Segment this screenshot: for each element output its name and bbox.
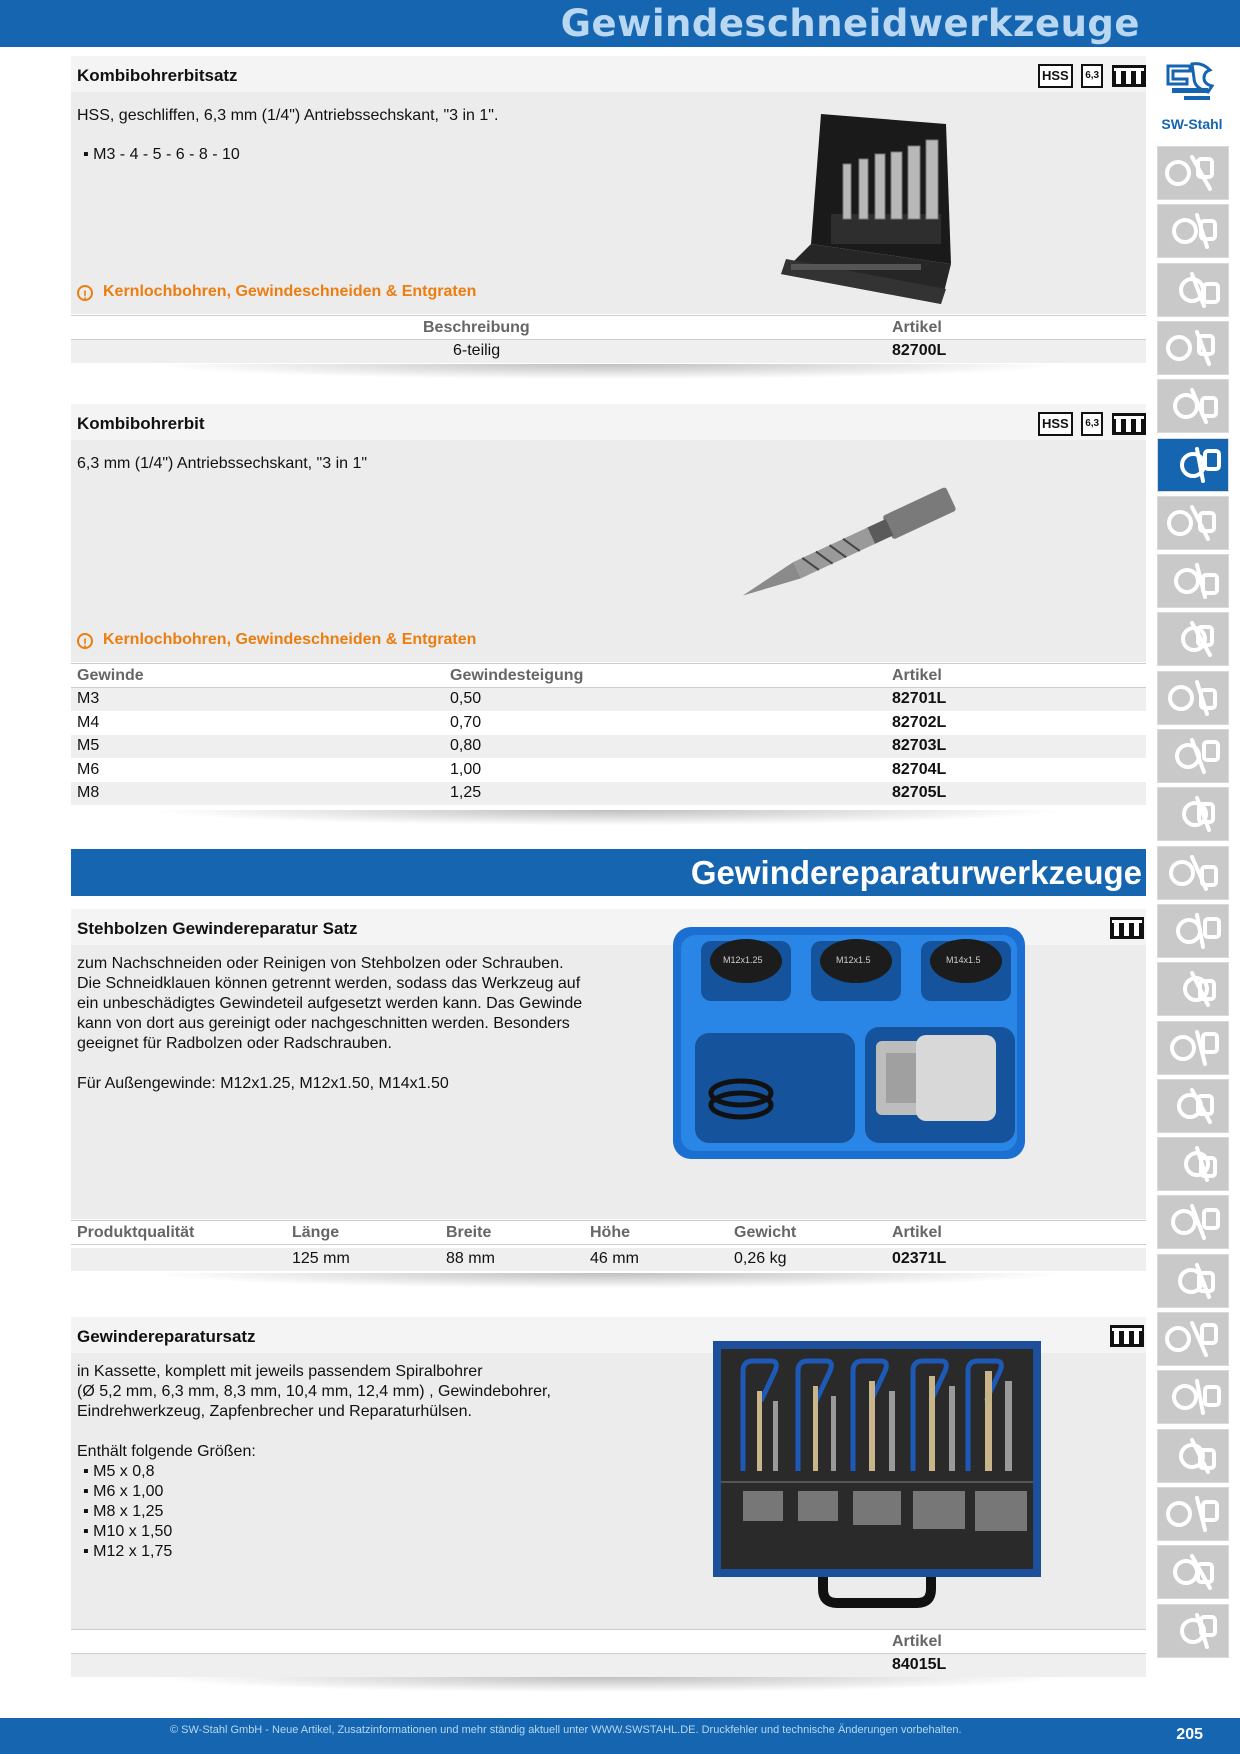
category-cordless-drill[interactable] [1157, 554, 1229, 608]
die-label: M14x1.5 [946, 955, 981, 965]
article-number: 02371L [892, 1250, 947, 1267]
product-section-kombibohrerbitsatz [71, 56, 1146, 314]
product-title: Kombibohrerbit [77, 414, 205, 433]
category-drill-bits[interactable] [1157, 438, 1229, 492]
table-cell: 6-teilig [453, 342, 501, 359]
table-header: Beschreibung [423, 319, 530, 336]
truck-icon [1158, 1546, 1228, 1598]
category-pliers[interactable] [1157, 379, 1229, 433]
category-engine[interactable] [1157, 729, 1229, 783]
category-gearbox[interactable] [1157, 787, 1229, 841]
special-tools-icon [1158, 1605, 1228, 1657]
product-title-bar [71, 404, 1146, 440]
table-cell: 0,50 [450, 690, 482, 707]
article-number: 82703L [892, 737, 947, 754]
table-row[interactable] [71, 1248, 1146, 1271]
logo-tools-icon [1164, 60, 1220, 104]
table-cell: 0,80 [450, 737, 482, 754]
category-brake-disc[interactable] [1157, 1079, 1229, 1133]
list-item: ▪ M12 x 1,75 [83, 1543, 173, 1560]
tool-set-icon [1112, 65, 1146, 87]
table-cell: 0,70 [450, 713, 482, 731]
sizes-title: Enthält folgende Größen: [77, 1443, 256, 1460]
table-header-row [71, 1629, 1146, 1654]
hex-drive-symbol: 6,3 [1081, 64, 1103, 88]
description-line: geeignet für Radbolzen oder Radschrauben. [77, 1035, 392, 1052]
axle-icon [1158, 963, 1228, 1015]
impact-wrench-icon [1158, 497, 1228, 549]
category-special-tools[interactable] [1157, 1604, 1229, 1658]
table-cell: 1,00 [450, 760, 482, 778]
table-header: Artikel [892, 667, 942, 684]
info-icon: ! [77, 285, 93, 301]
table-cell: M4 [77, 713, 100, 731]
table-header: Artikel [892, 1633, 942, 1650]
usage-note-text: Kernlochbohren, Gewindeschneiden & Entgraten [103, 631, 477, 648]
product-description [77, 1362, 551, 1562]
page-header [0, 0, 1240, 47]
category-jack[interactable] [1157, 1370, 1229, 1424]
table-cell: 0,26 kg [734, 1250, 787, 1267]
drill-bits-icon [1158, 439, 1228, 491]
article-number: 84015L [892, 1656, 947, 1673]
category-axle[interactable] [1157, 962, 1229, 1016]
sizes-list [77, 1462, 551, 1562]
description-line: zum Nachschneiden oder Reinigen von Stehbolzen oder Schrauben. [77, 955, 564, 972]
table-header: Artikel [892, 319, 942, 336]
product-description [77, 954, 582, 1094]
engine-icon [1158, 730, 1228, 782]
table-cell: M6 [77, 760, 100, 778]
table-row[interactable] [71, 1654, 1146, 1677]
stethoscope-icon [1158, 672, 1228, 724]
product-symbols [1034, 64, 1146, 88]
product-section-kombibohrerbit [71, 404, 1146, 662]
page-number: 205 [1176, 1726, 1203, 1743]
logo-text: SW-Stahl [1161, 116, 1223, 132]
section-banner [71, 849, 1146, 896]
category-torque[interactable] [1157, 612, 1229, 666]
table-row[interactable] [71, 712, 1146, 735]
brake-disc-icon [1158, 1080, 1228, 1132]
article-number: 82704L [892, 760, 947, 778]
product-image-bit-set[interactable] [751, 74, 981, 304]
table-cell: 46 mm [590, 1250, 639, 1267]
article-number: 82702L [892, 713, 947, 731]
table-header: Produktqualität [77, 1224, 195, 1241]
die-label: M12x1.25 [723, 955, 763, 965]
table-cell: 1,25 [450, 784, 482, 801]
product-title: Gewindereparatursatz [77, 1327, 256, 1346]
section-banner-title: Gewindereparaturwerkzeuge [690, 854, 1142, 891]
hss-symbol: HSS [1038, 412, 1073, 436]
article-number: 82705L [892, 784, 947, 801]
product-symbols [1106, 917, 1144, 939]
section-shadow [71, 364, 1146, 382]
product-image-stud-repair-set[interactable] [671, 923, 1031, 1163]
tool-set-icon [1110, 1325, 1144, 1347]
table-cell: 125 mm [292, 1250, 350, 1267]
table-row[interactable] [71, 782, 1146, 805]
product-section-stehbolzen [71, 909, 1146, 1219]
category-motorcycle[interactable] [1157, 1487, 1229, 1541]
table-row[interactable] [71, 735, 1146, 758]
description-line: ein unbeschädigtes Gewindeteil aufgesetzt werden kann. Das Gewinde [77, 995, 583, 1012]
category-wrench[interactable] [1157, 146, 1229, 200]
car-body-icon [1158, 1138, 1228, 1190]
article-number: 82701L [892, 690, 947, 707]
table-row[interactable] [71, 688, 1146, 711]
category-car-body[interactable] [1157, 1137, 1229, 1191]
jack-icon [1158, 1371, 1228, 1423]
product-image-drill-bit[interactable] [721, 474, 981, 614]
table-header: Artikel [892, 1224, 942, 1241]
workshop-icon [1158, 1430, 1228, 1482]
article-number: 82700L [892, 342, 947, 359]
category-aircon[interactable] [1157, 904, 1229, 958]
section-shadow [71, 810, 1146, 828]
usage-note [77, 631, 476, 649]
table-row[interactable] [71, 759, 1146, 782]
pliers-icon [1158, 380, 1228, 432]
table-row[interactable] [71, 340, 1146, 363]
product-symbols [1034, 412, 1146, 436]
category-workshop[interactable] [1157, 1429, 1229, 1483]
description-line: kann von dort aus gereinigt oder nachgeschnitten werden. Besonders [77, 1015, 570, 1032]
brand-logo[interactable] [1156, 56, 1228, 132]
table-cell: M5 [77, 737, 100, 754]
table-header-row [71, 663, 1146, 688]
exhaust-icon [1158, 847, 1228, 899]
list-item: ▪ M5 x 0,8 [83, 1463, 155, 1480]
die-label: M12x1.5 [836, 955, 871, 965]
workshop-tools-icon [1158, 322, 1228, 374]
table-header: Breite [446, 1224, 492, 1241]
thread-spec: Für Außengewinde: M12x1.25, M12x1.50, M14x1.50 [77, 1075, 449, 1092]
table-header-row [71, 315, 1146, 340]
product-image-thread-repair-kit[interactable] [713, 1341, 1043, 1611]
table-header: Gewindesteigung [450, 667, 584, 684]
table-cell: 88 mm [446, 1250, 495, 1267]
description-line: Die Schneidklauen können getrennt werden, sodass das Werkzeug auf [77, 975, 581, 992]
description-line: in Kassette, komplett mit jeweils passendem Spiralbohrer [77, 1363, 483, 1380]
wheel-icon [1158, 1022, 1228, 1074]
torque-icon [1158, 613, 1228, 665]
hss-symbol: HSS [1038, 64, 1073, 88]
category-wheel[interactable] [1157, 1021, 1229, 1075]
category-tool-cabinet[interactable] [1157, 1254, 1229, 1308]
category-workshop-tools[interactable] [1157, 321, 1229, 375]
list-item: ▪ M10 x 1,50 [83, 1523, 173, 1540]
page-title: Gewindeschneidwerkzeuge [560, 2, 1140, 45]
table-header: Höhe [590, 1224, 630, 1241]
aircon-icon [1158, 905, 1228, 957]
category-toolbox[interactable] [1157, 1312, 1229, 1366]
product-description: HSS, geschliffen, 6,3 mm (1/4") Antriebssechskant, "3 in 1". [77, 107, 499, 124]
category-service[interactable] [1157, 263, 1229, 317]
tool-cabinet-icon [1158, 1255, 1228, 1307]
tool-set-icon [1112, 413, 1146, 435]
product-section-gewindereparatursatz [71, 1317, 1146, 1651]
description-line: Eindrehwerkzeug, Zapfenbrecher und Reparaturhülsen. [77, 1403, 472, 1420]
hex-drive-symbol: 6,3 [1081, 412, 1103, 436]
table-header: Gewinde [77, 667, 144, 684]
category-exhaust[interactable] [1157, 846, 1229, 900]
description-line: (Ø 5,2 mm, 6,3 mm, 8,3 mm, 10,4 mm, 12,4 mm) , Gewindebohrer, [77, 1383, 551, 1400]
section-shadow [71, 1273, 1146, 1291]
table-header-row [71, 1220, 1146, 1245]
list-item: ▪ M8 x 1,25 [83, 1503, 164, 1520]
usage-note-text: Kernlochbohren, Gewindeschneiden & Entgraten [103, 283, 477, 300]
motorcycle-icon [1158, 1488, 1228, 1540]
category-truck[interactable] [1157, 1545, 1229, 1599]
table-cell: M3 [77, 690, 100, 707]
cordless-drill-icon [1158, 555, 1228, 607]
product-size-list: ▪ M3 - 4 - 5 - 6 - 8 - 10 [83, 146, 240, 163]
gearbox-icon [1158, 788, 1228, 840]
product-symbols [1106, 1325, 1144, 1347]
category-battery[interactable] [1157, 1195, 1229, 1249]
service-icon [1158, 264, 1228, 316]
table-header: Länge [292, 1224, 340, 1241]
product-title: Kombibohrerbitsatz [77, 66, 238, 85]
footer-text: © SW-Stahl GmbH - Neue Artikel, Zusatzinformationen und mehr ständig aktuell unter WWW.SWSTAHL.DE. Druckfehler und technische Änderungen vorbehalten. [170, 1724, 962, 1736]
tool-set-icon [1110, 917, 1144, 939]
toolbox-icon [1158, 1313, 1228, 1365]
usage-note [77, 283, 476, 301]
table-header: Gewicht [734, 1224, 797, 1241]
list-item: ▪ M6 x 1,00 [83, 1483, 164, 1500]
table-cell: M8 [77, 784, 100, 801]
product-description: 6,3 mm (1/4") Antriebssechskant, "3 in 1" [77, 455, 368, 472]
info-icon: ! [77, 633, 93, 649]
category-mechanic[interactable] [1157, 204, 1229, 258]
battery-icon [1158, 1196, 1228, 1248]
wrench-icon [1158, 147, 1228, 199]
section-shadow [71, 1677, 1146, 1695]
category-impact-wrench[interactable] [1157, 496, 1229, 550]
category-stethoscope[interactable] [1157, 671, 1229, 725]
page-footer [0, 1718, 1240, 1754]
product-title: Stehbolzen Gewindereparatur Satz [77, 919, 358, 938]
mechanic-icon [1158, 205, 1228, 257]
